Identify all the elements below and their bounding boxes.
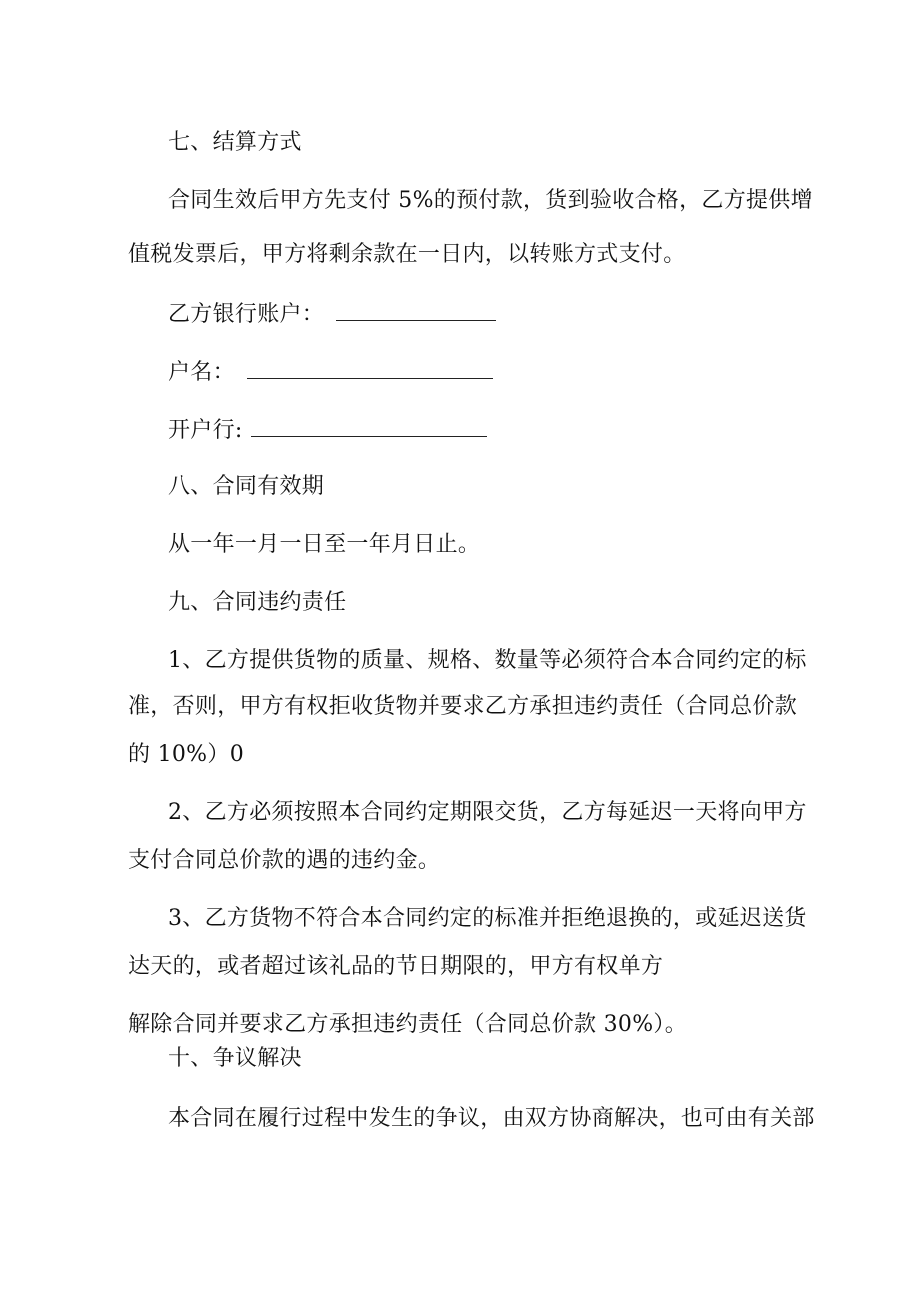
section-7-paragraph-line-2: 值税发票后，甲方将剩余款在一日内，以转账方式支付。 [128, 242, 686, 267]
section-9-item-1-line-3: 的 10%）0 [128, 742, 244, 767]
account-name-field [168, 356, 493, 388]
section-9-item-2-line-1: 2、乙方必须按照本合同约定期限交货，乙方每延迟一天将向甲方 [168, 800, 807, 825]
section-9-item-1-line-2: 准，否则，甲方有权拒收货物并要求乙方承担违约责任（合同总价款 [128, 694, 798, 719]
bank-name-label: 开户行: [168, 418, 243, 443]
account-name-label: 户名： [168, 360, 235, 385]
section-9-item-2-line-2: 支付合同总价款的遇的违约金。 [128, 848, 441, 873]
section-9-heading: 九、合同违约责任 [168, 590, 347, 615]
bank-name-blank [251, 414, 487, 437]
bank-account-field [168, 298, 496, 330]
bank-account-label: 乙方银行账户： [168, 302, 325, 327]
section-10-paragraph-line-1: 本合同在履行过程中发生的争议，由双方协商解决，也可由有关部 [168, 1106, 815, 1131]
section-9-item-3-line-2: 达天的，或者超过该礼品的节日期限的，甲方有权单方 [128, 954, 664, 979]
section-10-heading: 十、争议解决 [168, 1046, 302, 1071]
account-name-blank [247, 356, 493, 379]
bank-account-blank [336, 298, 496, 321]
section-9-item-3-line-3: 解除合同并要求乙方承担违约责任（合同总价款 30%）。 [128, 1012, 687, 1037]
section-8-validity: 从一年一月一日至一年月日止。 [168, 532, 481, 557]
section-7-heading: 七、结算方式 [168, 130, 302, 155]
section-9-item-1-line-1: 1、乙方提供货物的质量、规格、数量等必须符合本合同约定的标 [168, 648, 807, 673]
section-8-heading: 八、合同有效期 [168, 474, 325, 499]
section-7-paragraph-line-1: 合同生效后甲方先支付 5%的预付款，货到验收合格，乙方提供增 [168, 188, 813, 213]
bank-name-field [168, 414, 487, 446]
section-9-item-3-line-1: 3、乙方货物不符合本合同约定的标准并拒绝退换的，或延迟送货 [168, 906, 807, 931]
